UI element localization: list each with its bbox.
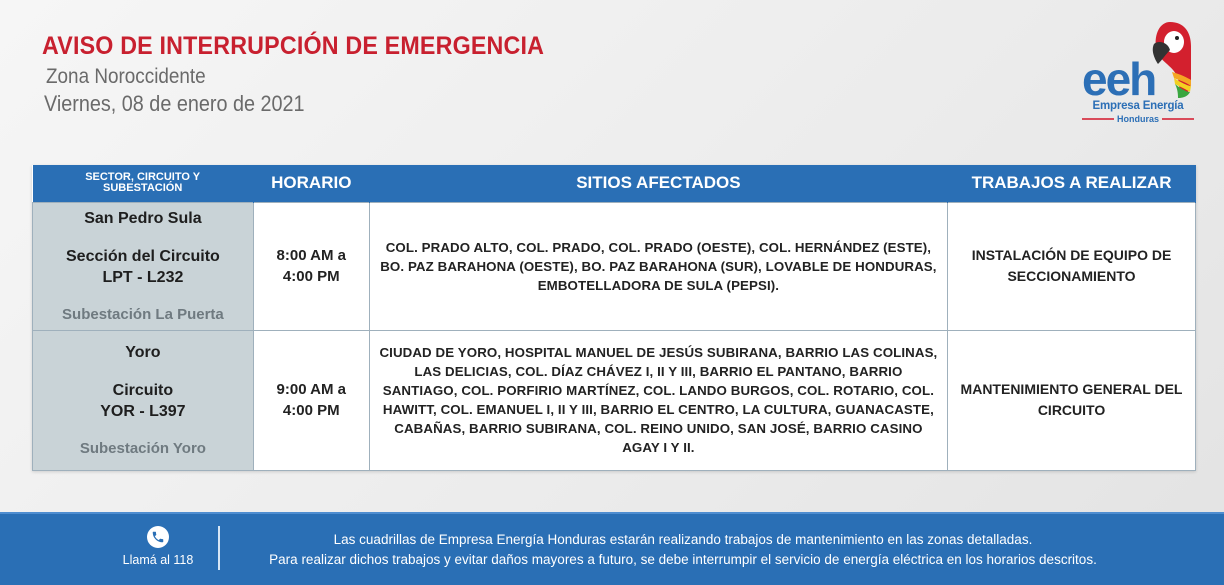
substation-name: Subestación Yoro bbox=[79, 439, 206, 457]
circuit-code: YOR - L397 bbox=[100, 402, 186, 420]
notice-header bbox=[42, 32, 582, 117]
schedule-end: 4:00 PM bbox=[282, 402, 340, 419]
sector-cell bbox=[33, 330, 254, 470]
schedule-start: 8:00 AM a bbox=[276, 247, 347, 264]
footer-divider bbox=[218, 526, 220, 570]
date-label: Viernes, 08 de enero de 2021 bbox=[44, 91, 305, 116]
schedule-start: 9:00 AM a bbox=[276, 381, 347, 398]
column-header-sector-line2: SUBESTACIÓN bbox=[103, 182, 183, 195]
interruption-table bbox=[32, 165, 1196, 471]
circuit-code: LPT - L232 bbox=[102, 268, 184, 286]
column-header-sitios: SITIOS AFECTADOS bbox=[369, 165, 947, 202]
affected-sites-cell: CIUDAD DE YORO, HOSPITAL MANUEL DE JESÚS SUBIRANA, BARRIO LAS COLINAS, LAS DELICIAS, COL. DÍAZ CHÁVEZ I, II Y III, BARRIO EL PANTANO, BARRIO SANTIAGO, COL. PORFIRIO MARTÍNEZ, COL. LANDO BURGOS, COL. ROTARIO, COL. HAWITT, COL. EMANUEL I, II Y III, BARRIO EL CENTRO, LA CULTURA, GUANACASTE, CABAÑAS, BARRIO SUBIRANA, COL. REINO UNIDO, SAN JOSÉ, BARRIO CASINO AGAY I Y II. bbox=[369, 330, 947, 470]
zone-label: Zona Noroccidente bbox=[46, 65, 206, 88]
work-description-cell: MANTENIMIENTO GENERAL DEL CIRCUITO bbox=[948, 330, 1196, 470]
substation-name: Subestación La Puerta bbox=[62, 305, 224, 323]
logo-country-label: Honduras bbox=[1117, 114, 1160, 124]
column-header-sector-line1: SECTOR, CIRCUITO Y bbox=[85, 171, 201, 184]
notice-title: AVISO DE INTERRUPCIÓN DE EMERGENCIA bbox=[42, 32, 545, 60]
column-header-horario: HORARIO bbox=[253, 165, 369, 202]
circuit-info bbox=[39, 246, 247, 288]
city-name: Yoro bbox=[125, 343, 161, 361]
circuit-info bbox=[39, 380, 247, 422]
circuit-label: Sección del Circuito bbox=[66, 247, 220, 265]
footer-banner bbox=[0, 512, 1224, 585]
call-info[interactable] bbox=[112, 526, 204, 567]
column-header-trabajos: TRABAJOS A REALIZAR bbox=[948, 165, 1196, 202]
call-number-label: Llamá al 118 bbox=[122, 553, 194, 567]
circuit-label: Circuito bbox=[112, 381, 174, 399]
table-row bbox=[33, 330, 1196, 470]
sector-cell bbox=[33, 202, 254, 330]
logo-rule-right bbox=[1162, 118, 1194, 120]
logo-country bbox=[1082, 114, 1194, 124]
work-description-cell: INSTALACIÓN DE EQUIPO DE SECCIONAMIENTO bbox=[948, 202, 1196, 330]
footer-message-line1: Las cuadrillas de Empresa Energía Honduras estarán realizando trabajos de mantenimiento en las zonas detalladas. bbox=[333, 532, 1033, 547]
city-name: San Pedro Sula bbox=[84, 209, 202, 227]
schedule-cell bbox=[253, 202, 369, 330]
logo-rule-left bbox=[1082, 118, 1114, 120]
phone-icon bbox=[147, 526, 169, 548]
eeh-logo bbox=[1080, 20, 1198, 128]
logo-company-name: Empresa Energía bbox=[1092, 100, 1184, 112]
table-row bbox=[33, 202, 1196, 330]
affected-sites-cell: COL. PRADO ALTO, COL. PRADO, COL. PRADO (OESTE), COL. HERNÁNDEZ (ESTE), BO. PAZ BARAHONA (OESTE), BO. PAZ BARAHONA (SUR), LOVABLE DE HONDURAS, EMBOTELLADORA DE SULA (PEPSI). bbox=[369, 202, 947, 330]
footer-message-line2: Para realizar dichos trabajos y evitar daños mayores a futuro, se debe interrumpir el servicio de energía eléctrica en los horarios descritos. bbox=[269, 552, 1097, 567]
logo-letters: eeh bbox=[1082, 53, 1156, 105]
footer-message bbox=[228, 530, 1138, 570]
table-header-row bbox=[33, 165, 1196, 202]
schedule-end: 4:00 PM bbox=[282, 268, 340, 285]
parrot-icon bbox=[1148, 20, 1192, 100]
column-header-sector bbox=[33, 165, 254, 202]
schedule-cell bbox=[253, 330, 369, 470]
